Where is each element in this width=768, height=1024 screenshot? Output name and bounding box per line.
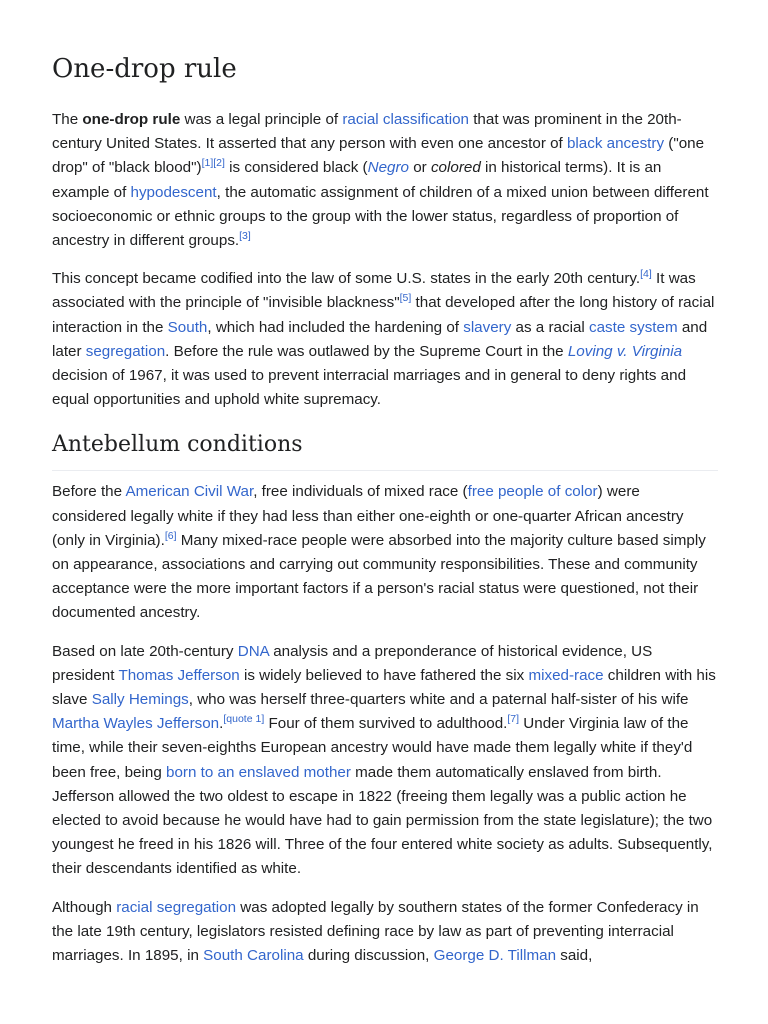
link-south[interactable]: South xyxy=(167,318,208,336)
text: The xyxy=(52,111,83,128)
link-sally-hemings[interactable]: Sally Hemings xyxy=(91,691,189,709)
section-heading: Antebellum conditions xyxy=(52,430,718,471)
text: as a racial xyxy=(511,318,589,336)
link-thomas-jefferson[interactable]: Thomas Jefferson xyxy=(118,666,240,684)
link-negro[interactable] xyxy=(368,159,409,176)
link-racial-classification[interactable]: racial classification xyxy=(342,111,469,128)
text: , which had included the hardening of xyxy=(207,318,464,336)
text: Under Virginia law of the time, while their seven-eighths European ancestry would have made them legally white if they'd been free, being xyxy=(52,715,693,781)
citation-link-4[interactable]: [4] xyxy=(640,268,652,281)
link-racial-segregation[interactable]: racial segregation xyxy=(116,898,237,916)
link-one-quarter-african-ancestry[interactable]: one-quarter African ancestry xyxy=(492,507,684,525)
text: or xyxy=(409,159,431,177)
citation-link-6[interactable]: [6] xyxy=(164,529,177,542)
italic-term: colored xyxy=(430,159,481,177)
text: Before the xyxy=(52,483,126,501)
citation xyxy=(400,292,412,304)
text: and later xyxy=(52,318,708,360)
text: that was prominent in the 20th-century United States. It asserted that any person with even one ancestor of xyxy=(52,111,682,153)
text: ("one drop" of "black blood") xyxy=(52,135,705,177)
link-loving-v-virginia[interactable] xyxy=(568,343,682,360)
text: Although xyxy=(52,898,117,916)
citation xyxy=(507,713,519,725)
text: (only in Virginia). xyxy=(52,531,165,549)
paragraph-jefferson xyxy=(52,640,718,882)
link-italic-text: Loving v. Virginia xyxy=(567,342,683,360)
text: children with his slave xyxy=(52,666,716,709)
text: ) were considered legally white if they had less than either one-eighth or xyxy=(52,483,640,525)
link-hypodescent[interactable]: hypodescent xyxy=(130,183,217,201)
text: is considered black ( xyxy=(224,159,368,177)
text: , who was herself three-quarters white and a paternal half-sister of his wife xyxy=(188,691,689,709)
article xyxy=(52,0,718,968)
citation-link-2[interactable]: [2] xyxy=(213,157,225,170)
paragraph-civil-war xyxy=(52,480,718,625)
paragraph-intro xyxy=(52,108,718,253)
citation xyxy=(165,530,177,542)
text: made them automatically enslaved from birth. Jefferson allowed the two oldest to escape in 1822 (freeing them legally was a public action he elected to avoid because he would have had to gain permission from the state legislature); the two youngest he freed in his 1826 will. Three of the four entered white society as adults. Subsequently, their descendants identified as white. xyxy=(52,763,713,878)
citation xyxy=(640,268,652,280)
text: analysis and a preponderance of historical evidence, US president xyxy=(52,642,653,684)
citation xyxy=(202,157,225,169)
citation-link-7[interactable]: [7] xyxy=(507,713,520,726)
text: is widely believed to have fathered the six xyxy=(239,666,529,684)
text: It was associated with the principle of "invisible blackness" xyxy=(52,270,696,312)
link-born-to-an-enslaved-mother[interactable]: born to an enslaved mother xyxy=(166,763,351,781)
text: decision of 1967, it was used to prevent interracial marriages and in general to deny rights and equal opportunities and uphold white supremacy. xyxy=(52,367,687,409)
text: was a legal principle of xyxy=(180,111,343,128)
text: . Before the rule was outlawed by the Supreme Court in the xyxy=(165,342,568,360)
link-segregation[interactable]: segregation xyxy=(85,342,166,360)
link-mixed-race[interactable]: mixed-race xyxy=(528,666,604,684)
text: said, xyxy=(556,947,593,965)
citation-link-5[interactable]: [5] xyxy=(399,292,412,305)
citation-link-quote-1[interactable]: [quote 1] xyxy=(223,713,265,726)
text: that developed after the long history of racial interaction in the xyxy=(52,294,715,336)
link-george-d-tillman[interactable]: George D. Tillman xyxy=(433,947,557,965)
page-title: One-drop rule xyxy=(52,54,237,84)
text: , free individuals of mixed race ( xyxy=(253,483,468,501)
link-martha-wayles-jefferson[interactable]: Martha Wayles Jefferson xyxy=(52,715,220,733)
text: Many mixed-race people were absorbed into the majority culture based simply on appearance, associations and carrying out community responsibilities. These and community acceptance were the more important factors if a person's racial status were questioned, not their documented ancestry. xyxy=(52,531,706,622)
citation-link-3[interactable]: [3] xyxy=(239,229,251,242)
link-south-carolina[interactable]: South Carolina xyxy=(203,947,304,965)
text: This concept became codified into the law of some U.S. states in the early 20th century. xyxy=(52,270,641,288)
link-italic-text: Negro xyxy=(367,159,409,177)
text: during discussion, xyxy=(303,947,434,965)
citation xyxy=(239,230,251,242)
text: Based on late 20th-century xyxy=(52,642,238,660)
text: was adopted legally by southern states of the former Confederacy in the late 19th century, legislators resisted defining race by law as part of preventing interracial marriages. In 1895, in xyxy=(52,898,699,965)
bold-term: one-drop rule xyxy=(82,111,181,128)
citation-link-1[interactable]: [1] xyxy=(201,157,214,170)
text: , the automatic assignment of children of a mixed union between different socioeconomic or ethnic groups to the group with the lower status, regardless of proportion of ancestry in different groups. xyxy=(52,183,709,250)
link-dna[interactable]: DNA xyxy=(237,642,269,660)
paragraph-codified xyxy=(52,267,718,412)
link-black-ancestry[interactable]: black ancestry xyxy=(566,135,665,153)
link-slavery[interactable]: slavery xyxy=(463,318,512,336)
text: in historical terms). It is an example of xyxy=(52,159,662,201)
citation xyxy=(223,713,264,725)
text: . xyxy=(219,715,224,733)
link-free-people-of-color[interactable]: free people of color xyxy=(467,483,598,501)
text: Four of them survived to adulthood. xyxy=(264,715,508,733)
link-caste-system[interactable]: caste system xyxy=(589,318,678,336)
link-american-civil-war[interactable]: American Civil War xyxy=(125,483,254,501)
paragraph-segregation xyxy=(52,896,718,969)
